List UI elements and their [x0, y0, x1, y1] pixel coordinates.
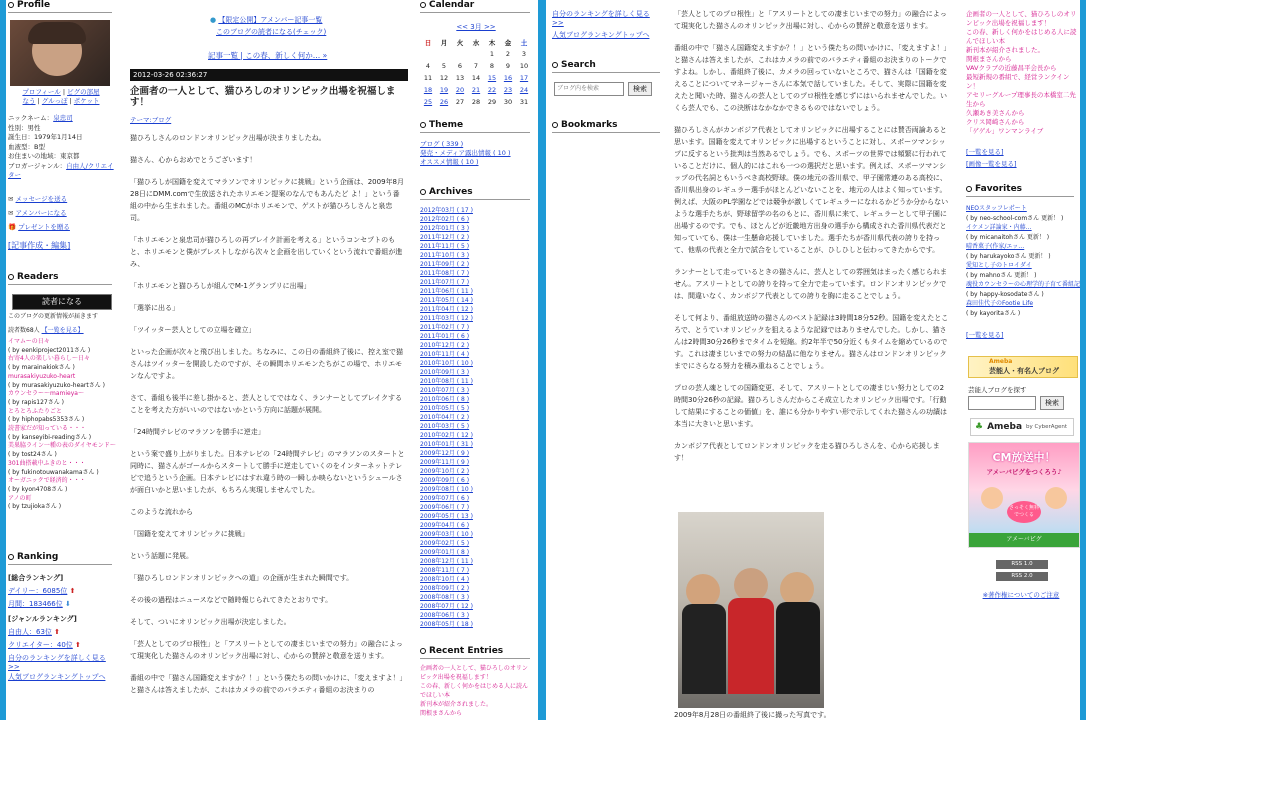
article-body: 猫ひろしさんのロンドンオリンピック出場が決まりましたね。 猫さん、心からおめでとうございます！ 「猫ひろしが国籍を変えてマラソンでオリンピックに挑戦」という企画は、2009年8月28日にDMM.comで生放送されたホリエモン提案のなんでもあんたど よ！」という番組の中から生まれました。番組のMCがホリエモンで、ゲストが猫ひろしさんと泉忠司。 「ホリエモンと泉忠司が猫ひろしの再ブレイク計画を考える」というコンセプトのもと、ホリエモンと僕がブレストしながら次々と企画を出していくという流れで番組が進み、 「ホリエモンと猫ひろしが組んでM-1グランプリに出場」 「選挙に出る」 「ツイッター芸人としての立場を確立」 といった企画が次々と飛び出しました。ちなみに、この日の番組終了後に、控え室で猫さんはツイッターを開設したのですが、その瞬間ホリエモンたちがこの場で、ホリエモンなんですよ。 さて、番組も後半に差し掛かると、芸人としてではなく、ランナーとしてブレイクすることを考えた方がいいのではないかという方向に話題が展開。 「24時間テレビのマラソンを勝手に逆走」 という案で盛り上がりました。日本テレビの「24時間テレビ」のマラソンのスタートと同時に、猫さんがゴールからスタートして勝手に逆走していくのをインターネットテレビで追うという企画。日本テレビにはすれ違う時の一瞬しか映らないというシュールさが面白いかと思いましたが、もちろん実現しませんでした。 このような流れから 「国籍を変えてオリンピックに挑戦」 という話題に発展。 「猫ひろしロンドンオリンピックへの道」の企画が生まれた瞬間です。 その後の過程はニュースなどで随時報じられてきたとおりです。 そして、ついにオリンピック出場が決定しました。 「芸人としてのプロ根性」と「アスリートとしての凄まじいまでの努力」の融合によって現実化した猫さんのオリンピック出場に対し、心からの賛辞と敬意を送ります。 番組の中で「猫さん国籍変えますか？！」という僕たちの問いかけに、「変えますよ！」と猫さんは答えましたが、これはカメラの前でのバラエティ番組のお決まりの	[130, 134, 405, 694]
favorites-list: NEOスタッフレポート ( by neo-school-comさん 更新！ ) イケメン詳論家・内藤… ( by micanaitohさん 更新！ ) 晴香菓子(作家/エッ… ( by harukayokoさん 更新！ ) 愛知とし子のトロイダイ ( by mahnoさん 更新！ ) 魂役カウンセラーの心理学的子育て番組記 ( by happy-kosodateさん ) 森田佳代子のFootie Life ( by kayoritaさん )	[966, 205, 1080, 317]
popular-top-link[interactable]: 人気ブログランキングトップへ	[8, 673, 106, 681]
list-item[interactable]: VAVクラブの近藤昌平会長から	[966, 64, 1057, 72]
gift-icon: 🎁	[8, 223, 17, 231]
group-link[interactable]: グルっぽ	[41, 97, 68, 105]
image-list-link[interactable]: [画像一覧を見る]	[966, 160, 1017, 168]
article-theme: テーマ:ブログ	[130, 116, 172, 124]
down-arrow-icon: ⬇	[64, 600, 71, 608]
celebrity-search-input[interactable]	[968, 396, 1036, 410]
search-header: Search	[552, 60, 660, 73]
list-item[interactable]: 2008年06月 ( 3 )	[420, 612, 470, 619]
recent-entries-list	[420, 664, 532, 718]
recent-entries-header: Recent Entries	[420, 646, 530, 659]
theme-list	[420, 140, 532, 167]
list-item[interactable]: カウンセラー〜mamieya〜	[8, 390, 84, 398]
list-item[interactable]: 2009年10月 ( 2 )	[420, 468, 470, 475]
list-item[interactable]: 2011年05月 ( 14 )	[420, 297, 473, 304]
list-item[interactable]: 2009年02月 ( 5 )	[420, 540, 470, 547]
celebrity-blog-banner[interactable]: Ameba 芸能人・有名人ブログ	[968, 356, 1078, 378]
list-item[interactable]: 2009年09月 ( 6 )	[420, 477, 470, 484]
readers-header: Readers	[8, 272, 112, 285]
send-message-link[interactable]: メッセージを送る	[15, 195, 68, 203]
readers-count-row: 読者数68人 【一覧を見る】	[8, 327, 84, 334]
list-item[interactable]: 2011年03月 ( 12 )	[420, 315, 473, 322]
monthly-rank-link[interactable]: 月間：183466位	[8, 600, 63, 608]
list-item[interactable]: 森田佳代子のFootie Life	[966, 300, 1034, 307]
celebrity-search-button[interactable]: 検索	[1040, 396, 1064, 410]
list-item[interactable]: 晴香菓子(作家/エッ…	[966, 243, 1025, 250]
pane2-list-links	[966, 146, 1017, 170]
right-sidebar	[418, 0, 534, 720]
profile-photo	[10, 20, 110, 86]
favorites-header: Favorites	[966, 184, 1074, 197]
pocket-link[interactable]: ポケット	[73, 97, 100, 105]
list-item[interactable]: アセリーグループ理事長の本橋室二先生から	[966, 91, 1076, 108]
list-item[interactable]: 2010年02月 ( 12 )	[420, 432, 473, 439]
list-item[interactable]: 2008年05月 ( 18 )	[420, 621, 473, 628]
pane2-article	[672, 0, 952, 720]
list-item[interactable]: この春、新しく何かをはじめる人に読んでほしい本	[420, 683, 529, 699]
list-item[interactable]: 読書家だが知っている・・・	[8, 425, 87, 433]
calendar-month-nav[interactable]: << 3月 >>	[456, 23, 496, 31]
list-item[interactable]: 2012年01月 ( 3 )	[420, 225, 470, 232]
celebrity-search-label: 芸能人ブログを探す	[968, 386, 1027, 394]
list-item[interactable]: イケメン詳論家・内藤…	[966, 224, 1032, 231]
pig-room-link[interactable]: ピグの部屋	[67, 88, 100, 96]
list-item[interactable]: 2011年07月 ( 7 )	[420, 279, 470, 286]
list-item[interactable]: 2010年03月 ( 5 )	[420, 423, 470, 430]
profile-info: ニックネーム：泉忠司 性別：男性 誕生日：1979年1月14日 血液型：B型 お住まいの地域：東京都 ブロガージャンル：自由人/クリエイター	[8, 114, 114, 179]
list-item[interactable]: 2012年02月 ( 6 )	[420, 216, 470, 223]
list-item[interactable]: 2011年09月 ( 2 )	[420, 261, 470, 268]
list-item[interactable]: アノの町	[8, 494, 32, 502]
list-item[interactable]: 2010年05月 ( 5 )	[420, 405, 470, 412]
list-item[interactable]: とろとろふたりごと	[8, 407, 63, 415]
genre2-rank-link[interactable]: クリエイター：40位	[8, 641, 73, 649]
list-item[interactable]: 発売・メディア露出情報 ( 10 )	[420, 149, 511, 157]
list-item[interactable]: 2009年03月 ( 10 )	[420, 531, 473, 538]
list-item[interactable]: 2008年11月 ( 7 )	[420, 567, 470, 574]
list-item[interactable]: 2009年08月 ( 10 )	[420, 486, 473, 493]
right-border	[1080, 0, 1086, 720]
list-item[interactable]: 2009年05月 ( 13 )	[420, 513, 473, 520]
amember-icon: ✉	[8, 209, 14, 217]
list-item[interactable]: 関根まさんから	[966, 55, 1012, 63]
bookmarks-header: Bookmarks	[552, 120, 660, 133]
list-item[interactable]: 2012年03月 ( 17 )	[420, 207, 473, 214]
list-item[interactable]: 2010年11月 ( 4 )	[420, 351, 470, 358]
list-item[interactable]: 2011年01月 ( 6 )	[420, 333, 470, 340]
become-reader-button[interactable]: 読者になる	[12, 294, 112, 310]
list-item[interactable]: 2010年04月 ( 2 )	[420, 414, 470, 421]
favorites-list-link[interactable]: [一覧を見る]	[966, 331, 1004, 339]
list-item[interactable]: 2011年04月 ( 12 )	[420, 306, 473, 313]
archives-list	[420, 206, 532, 629]
list-item[interactable]: 2010年08月 ( 11 )	[420, 378, 473, 385]
profile-header: Profile	[8, 0, 112, 13]
readers-list-link[interactable]: 【一覧を見る】	[41, 327, 84, 334]
now-link[interactable]: なう	[22, 97, 36, 105]
article-nav[interactable]: 記事一覧 | この春、新しく何か… »	[208, 51, 328, 60]
rss1-badge[interactable]: RSS 1.0	[996, 560, 1048, 569]
send-present-link[interactable]: プレゼントを贈る	[18, 223, 70, 231]
list-item[interactable]: 2010年09月 ( 3 )	[420, 369, 470, 376]
list-item[interactable]: 2010年01月 ( 31 )	[420, 441, 473, 448]
article-date: 2012-03-26 02:36:27	[130, 69, 408, 81]
list-item[interactable]: 2010年12月 ( 2 )	[420, 342, 470, 349]
list-item[interactable]: 2009年06月 ( 7 )	[420, 504, 470, 511]
list-item[interactable]: 2009年11月 ( 9 )	[420, 459, 470, 466]
genre1-rank-link[interactable]: 自由人：63位	[8, 628, 52, 636]
list-item[interactable]: 2010年10月 ( 10 )	[420, 360, 473, 367]
list-item[interactable]: オーガニックで経済的・・・	[8, 477, 86, 485]
popular-top-link[interactable]: 人気ブログランキングトップへ	[552, 31, 650, 39]
profile-link[interactable]: プロフィール	[22, 88, 61, 96]
article-photo	[678, 512, 824, 708]
pane2-article-body: 「芸人としてのプロ根性」と「アスリートとしての凄まじいまでの努力」の融合によって現実化した猫さんのオリンピック出場に対し、心からの賛辞と敬意を送ります。 番組の中で「猫さん国籍変えますか？！」という僕たちの問いかけに、「変えますよ！」と猫さんは答えましたが、これはカメラの前でのバラエティ番組のお決まりのトークですよね。しかし、番組終了後に、カメラの回っていないところで、猫さんは「国籍を変えることについてマネージャーさんに本気で話していました。そして、実際に国籍を変えたと聞いた時、猫さんの芸人としてのプロ根性を感じずにはいられませんでした。いくら芸人でも、この決断はなかなかできるものではないでしょう。 猫ひろしさんがカンボジア代表としてオリンピックに出場することには賛否両論あると思います。国籍を変えてオリンピックに出場するということに対し、スポーツマンシップに反するという批判は当然あるでしょう。でも、スポーツの世界では頻繁に行われていることだけに、個人的にはこれも一つの選択だと思います。例えば、スポーツマンシップの代名詞ともいうべき高校野球。僕の地元の香川県で、甲子園常連のある高校に、香川県出身のレギュラー選手がほとんどいないことを、地元の人はよく知っています。例えば、大阪のPL学園などでは競争が激しくてレギュラーになれるかどうか分からないような選手たちが、野球留学の名のもとに、香川県に来て、レギュラーとして甲子園に出場するのです。でも、ほとんどが近畿地方出身の選手から構成された香川県代表だと知っていても、僕は一生懸命応援していました。選手たちが香川県代表の誇りを持って、他県の代表と全力で試合をしていることが、ひしひしと伝わってきたからです。 ランナーとして走っているときの猫さんに、芸人としての雰囲気はまったく感じられません。アスリートとしての誇りを持って全力で走っています。ロンドンオリンピックでは、間違いなく、カンボジア代表としての誇りを胸に走ることでしょう。 そして何より、番組放送時の猫さんのベスト記録は3時間18分52秒。国籍を変えたところで、とうていオリンピックを狙えるような記録ではありませんでした。しかし、猫さんは2時間30分26秒までタイムを短縮。約2年半で50分近くもタイムを縮めているのです。これは凄まじいまでの努力の結晶に他なりません。猫さんはロンドンオリンピックまでにさらなる努力を積み重ねることでしょう。 プロの芸人魂としての国籍変更、そして、アスリートとしての凄まじい努力としての2時間30分26秒の記録。猫ひろしさんだからこそ成立したオリンピック出場です。「行動して結果にすることの価値」を、誰にも分かりやすい形で示してくれた猫さんの功績は本当に大きいと思います。 カンボジア代表としてロンドンオリンピックを走る猫ひろしさんを、心から応援します！	[674, 10, 949, 462]
ranking-header: Ranking	[8, 552, 112, 565]
create-edit-link[interactable]: [記事作成・編集]	[8, 241, 71, 250]
become-amember-link[interactable]: アメンバーになる	[15, 209, 67, 217]
list-item[interactable]: 2009年04月 ( 6 )	[420, 522, 470, 529]
list-item[interactable]: 美巣脇ライン一種の表のダイヤモンド〜	[8, 442, 116, 450]
list-all-link[interactable]: [一覧を見る]	[966, 148, 1004, 156]
list-item[interactable]: 久瀬あき美さんから	[966, 109, 1025, 117]
become-reader-link[interactable]: このブログの読者になる(チェック)	[216, 28, 327, 36]
mail-icon: ✉	[8, 195, 14, 203]
article-title: 企画者の一人として、猫ひろしのオリンピック出場を祝福します！	[130, 86, 396, 108]
list-item[interactable]: 301曲搭載中ふきのと・・・	[8, 459, 86, 467]
rss2-badge[interactable]: RSS 2.0	[996, 572, 1048, 581]
calendar-grid: 日 月 火 水 木 金 土 1 2 3 4 5 6 7 8 9 10 11 12 13 14 15 16 17 18 19 20 21 22 23 24 25 26 27 28 29 30 31	[423, 38, 529, 106]
search-input[interactable]	[554, 82, 624, 96]
list-item[interactable]: クリス岡崎さんから	[966, 118, 1025, 126]
list-item[interactable]: 2009年07月 ( 6 )	[420, 495, 470, 502]
celebrity-search-bar	[968, 396, 1064, 410]
list-item[interactable]: 2010年06月 ( 8 )	[420, 396, 470, 403]
theme-header: Theme	[420, 120, 530, 133]
list-item[interactable]: 2008年10月 ( 4 )	[420, 576, 470, 583]
list-item[interactable]: 2011年12月 ( 2 )	[420, 234, 470, 241]
pane-divider	[538, 0, 546, 720]
nickname-link[interactable]: 泉忠司	[53, 114, 73, 122]
amember-list-link[interactable]: 【限定公開】アメンバー記事一覧	[218, 16, 323, 24]
list-item[interactable]: 2011年11月 ( 5 )	[420, 243, 470, 250]
pane2-left-sidebar	[548, 0, 664, 720]
list-item[interactable]: 2008年12月 ( 11 )	[420, 558, 473, 565]
list-item[interactable]: 魂役カウンセラーの心理学的子育て番組記	[966, 281, 1080, 288]
search-button[interactable]: 検索	[628, 82, 652, 96]
daily-rank-link[interactable]: デイリー：6085位	[8, 587, 68, 595]
list-item[interactable]: 企画者の一人として、猫ひろしのオリンピック出場を祝福します！	[420, 665, 528, 681]
readers-note: このブログの更新情報が届きます	[8, 313, 99, 320]
list-item[interactable]: 2008年07月 ( 12 )	[420, 603, 473, 610]
readers-list: イマムーの日々 ( by eenkiproject2011さん ) 右寄4人の楽しい暮らし〜日々 ( by marainakiokさん ) murasakiyuzuko-heart ( by murasakiyuzuko-heartさん ) カウンセラー〜mamieya〜 ( by rapis127さん ) とろとろふたりごと ( by hiphopabs5353さん ) 読書家だが知っている・・・ ( by kanseyibi-readingさん ) 美巣脇ライン一種の表のダイヤモンド〜 ( by tost24さん ) 301曲搭載中ふきのと・・・ ( by fukinotouwanakamaさん ) オーガニックで経済的・・・ ( by kyon4708さん ) アノの町 ( by tzujiokaさん )	[8, 338, 116, 512]
list-item[interactable]: 関根まさんから	[420, 710, 463, 717]
archives-header: Archives	[420, 187, 530, 200]
ameba-logo[interactable]: ♣ Ameba by CyberAgent	[970, 418, 1074, 436]
list-item[interactable]: 2008年08月 ( 3 )	[420, 594, 470, 601]
list-item[interactable]: ブログ ( 339 )	[420, 140, 464, 148]
list-item[interactable]: 2011年02月 ( 7 )	[420, 324, 470, 331]
genre-link[interactable]: 自由人/クリエイター	[8, 161, 114, 179]
my-ranking-link[interactable]: 自分のランキングを詳しく見る >>	[8, 654, 106, 671]
list-item[interactable]: 新刊本が紹介されました。	[420, 701, 493, 708]
photo-caption: 2009年8月28日の番組終了後に撮った写真です。	[674, 711, 831, 719]
list-item[interactable]: 2008年09月 ( 2 )	[420, 585, 470, 592]
article-top-links	[210, 14, 326, 38]
list-item[interactable]: 「ゲゲル」ワンマンライブ	[966, 127, 1044, 135]
amember-icon: ●	[210, 16, 217, 24]
up-arrow-icon: ⬆	[69, 587, 76, 595]
list-item[interactable]: イマムーの日々	[8, 338, 50, 345]
list-item[interactable]: 2010年07月 ( 3 )	[420, 387, 470, 394]
up-arrow-icon: ⬆	[75, 641, 81, 649]
list-item[interactable]: 2011年08月 ( 7 )	[420, 270, 470, 277]
list-item[interactable]: murasakiyuzuko-heart	[8, 372, 76, 380]
ameba-leaf-icon: ♣	[975, 422, 984, 432]
up-arrow-icon: ⬆	[54, 628, 61, 636]
ranking-body: [総合ランキング] デイリー：6085位 ⬆ 月間：183466位 ⬇ [ジャンルランキング] 自由人：63位 ⬆ クリエイター：40位 ⬆ 自分のランキングを詳しく見る >> 人気ブログランキングトップへ	[8, 572, 116, 683]
cm-banner[interactable]: CM放送中！ アメーバピグをつくろう♪ さっそく無料でつくる アメーバピグ	[968, 442, 1080, 548]
list-item[interactable]: 2011年10月 ( 3 )	[420, 252, 470, 259]
list-item[interactable]: オススメ情報 ( 10 )	[420, 158, 479, 166]
list-item[interactable]: この春、新しく何かをはじめる人に読んでほしい本	[966, 28, 1077, 45]
profile-actions	[8, 192, 116, 234]
list-item[interactable]: 2011年06月 ( 11 )	[420, 288, 473, 295]
list-item[interactable]: 企画者の一人として、猫ひろしのオリンピック出場を祝福します！	[966, 10, 1077, 27]
profile-links: プロフィール | ピグの部屋 なう | グルっぽ | ポケット	[22, 88, 100, 105]
list-item[interactable]: 新刊本が紹介されました。	[966, 46, 1044, 54]
left-sidebar	[6, 0, 116, 720]
pane2-right-sidebar	[962, 0, 1080, 720]
pane2-recent-list	[966, 10, 1078, 136]
list-item[interactable]: 最短新規の番組で、経営ランクインン！	[966, 73, 1070, 90]
my-ranking-link[interactable]: 自分のランキングを詳しく見る >>	[552, 10, 650, 27]
pane2-ranking-links	[552, 10, 662, 40]
list-item[interactable]: 右寄4人の楽しい暮らし〜日々	[8, 355, 90, 363]
list-item[interactable]: NEOスタッフレポート	[966, 205, 1027, 212]
calendar-header: Calendar	[420, 0, 530, 13]
list-item[interactable]: 2009年01月 ( 8 )	[420, 549, 470, 556]
list-item[interactable]: 2009年12月 ( 9 )	[420, 450, 470, 457]
article-column	[126, 0, 408, 720]
copyright-note-link[interactable]: ※著作権についてのご注意	[982, 591, 1060, 599]
search-bar	[554, 82, 652, 96]
list-item[interactable]: 愛知とし子のトロイダイ	[966, 262, 1032, 269]
